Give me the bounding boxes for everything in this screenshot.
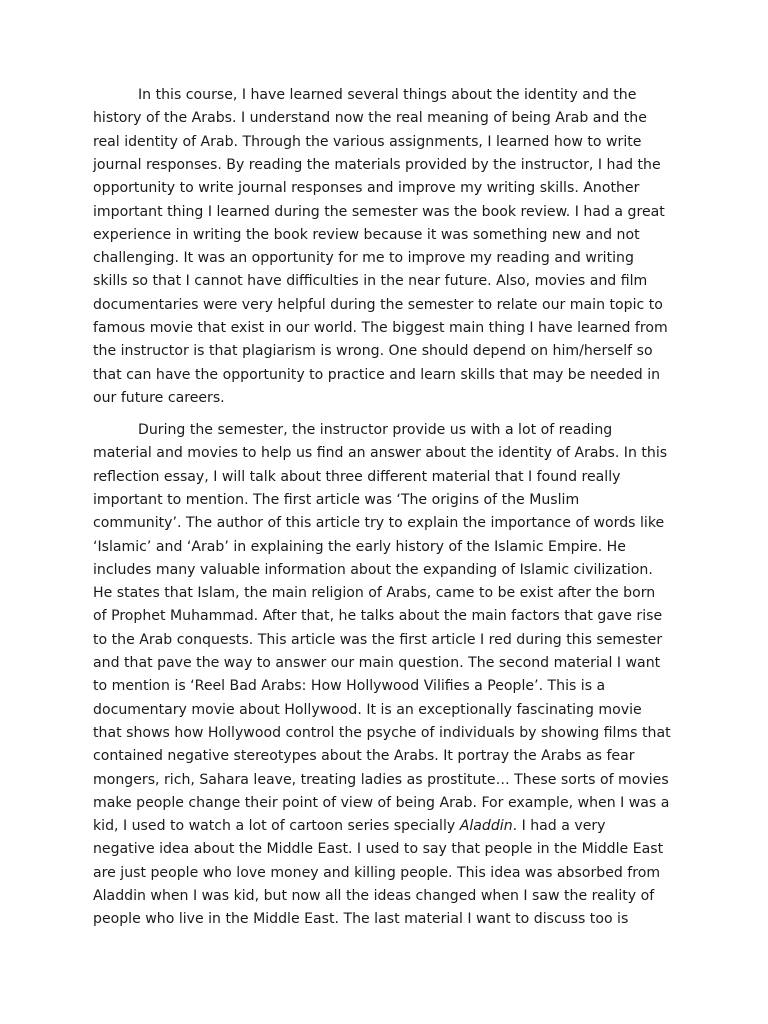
text-line: skills so that I cannot have difficulties in the near future. Also, movies and film	[93, 273, 648, 290]
text-line: are just people who love money and killing people. This idea was absorbed from	[93, 864, 661, 881]
text-run: . I had a very	[512, 818, 606, 835]
text-line: challenging. It was an opportunity for me to improve my reading and writing	[93, 250, 634, 267]
text-line: to the Arab conquests. This article was the first article I red during this semester	[93, 631, 663, 648]
text-line: that shows how Hollywood control the psyche of individuals by showing films that	[93, 724, 671, 741]
text-line: important thing I learned during the semester was the book review. I had a great	[93, 203, 665, 220]
text-line: During the semester, the instructor provide us with a lot of reading	[138, 422, 613, 438]
text-line: the instructor is that plagiarism is wrong. One should depend on him/herself so	[93, 343, 653, 360]
text-line: people who live in the Middle East. The last material I want to discuss too is	[93, 911, 629, 928]
text-line-with-italic	[93, 815, 606, 838]
text-line: of Prophet Muhammad. After that, he talks about the main factors that gave rise	[93, 608, 663, 625]
text-line: negative idea about the Middle East. I used to say that people in the Middle East	[93, 841, 664, 858]
text-line: He states that Islam, the main religion of Arabs, came to be exist after the born	[93, 585, 656, 602]
text-line: contained negative stereotypes about the Arabs. It portray the Arabs as fear	[93, 748, 635, 765]
text-line: community’. The author of this article try to explain the importance of words like	[93, 515, 665, 532]
text-line: documentaries were very helpful during the semester to relate our main topic to	[93, 296, 663, 313]
text-line: journal responses. By reading the materials provided by the instructor, I had the	[93, 156, 661, 173]
text-line: history of the Arabs. I understand now the real meaning of being Arab and the	[93, 110, 647, 127]
text-line: important to mention. The first article was ‘The origins of the Muslim	[93, 491, 580, 508]
text-line: our future careers.	[93, 389, 225, 406]
text-line: mongers, rich, Sahara leave, treating ladies as prostitute… These sorts of movies	[93, 771, 669, 788]
text-line: real identity of Arab. Through the various assignments, I learned how to write	[93, 133, 642, 150]
text-line: opportunity to write journal responses and improve my writing skills. Another	[93, 180, 640, 197]
text-line: Aladdin when I was kid, but now all the ideas changed when I saw the reality of	[93, 888, 655, 904]
text-run: kid, I used to watch a lot of cartoon series specially	[93, 818, 460, 835]
text-line: and that pave the way to answer our main question. The second material I want	[93, 655, 661, 671]
text-line: that can have the opportunity to practice and learn skills that may be needed in	[93, 366, 661, 383]
text-line: In this course, I have learned several things about the identity and the	[138, 87, 637, 103]
text-line: ‘Islamic’ and ‘Arab’ in explaining the early history of the Islamic Empire. He	[93, 538, 626, 555]
text-line: material and movies to help us find an answer about the identity of Arabs. In this	[93, 445, 668, 462]
italic-title: Aladdin	[459, 818, 513, 835]
text-line: experience in writing the book review because it was something new and not	[93, 226, 640, 243]
text-line: to mention is ‘Reel Bad Arabs: How Hollywood Vilifies a People’. This is a	[93, 678, 606, 695]
text-line: documentary movie about Hollywood. It is an exceptionally fascinating movie	[93, 701, 642, 718]
text-line: includes many valuable information about the expanding of Islamic civilization.	[93, 561, 653, 578]
text-line: reflection essay, I will talk about three different material that I found really	[93, 468, 621, 485]
text-line: famous movie that exist in our world. The biggest main thing I have learned from	[93, 320, 668, 336]
text-line: make people change their point of view of being Arab. For example, when I was a	[93, 794, 670, 811]
